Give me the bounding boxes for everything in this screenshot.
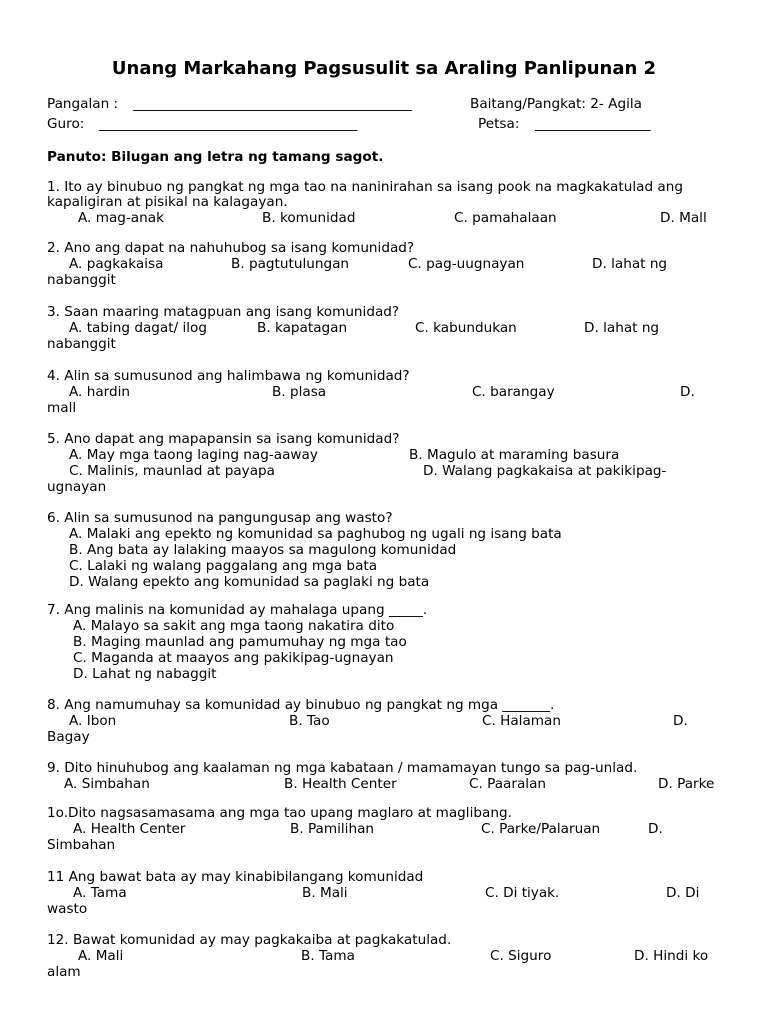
- option-d[interactable]: D. Hindi ko: [634, 948, 709, 964]
- grade-section-label: Baitang/Pangkat: 2- Agila: [470, 96, 642, 112]
- question-11: [47, 869, 737, 918]
- options-row: [47, 210, 737, 226]
- option-a[interactable]: A. Simbahan: [64, 776, 150, 792]
- option-a[interactable]: A. tabing dagat/ ilog: [69, 320, 207, 336]
- option-wrap: mall: [47, 400, 77, 416]
- option-d[interactable]: D. lahat ng: [592, 256, 668, 272]
- option-b[interactable]: B. Maging maunlad ang pamumuhay ng mga tao: [73, 634, 407, 650]
- option-a[interactable]: A. Ibon: [69, 713, 117, 729]
- date-blank: _________________: [535, 116, 651, 132]
- question-stem: 4. Alin sa sumusunod ang halimbawa ng komunidad?: [47, 368, 410, 384]
- exam-title: Unang Markahang Pagsusulit sa Araling Panlipunan 2: [111, 58, 657, 79]
- options-row: [47, 821, 737, 837]
- option-d[interactable]: D. Walang pagkakaisa at pakikipag-: [423, 463, 667, 479]
- option-c[interactable]: C. Paaralan: [469, 776, 547, 792]
- option-c[interactable]: C. pamahalaan: [454, 210, 557, 226]
- question-stem: 12. Bawat komunidad ay may pagkakaiba at pagkakatulad.: [47, 932, 452, 948]
- question-10: [47, 805, 737, 854]
- name-blank: _________________________________________: [133, 96, 412, 112]
- question-3: [47, 304, 737, 353]
- options-row: [47, 256, 737, 272]
- option-wrap: Simbahan: [47, 837, 116, 853]
- option-wrap: ugnayan: [47, 479, 107, 495]
- option-c-row: [47, 650, 737, 666]
- question-12: [47, 932, 737, 981]
- teacher-blank: ______________________________________: [99, 116, 358, 132]
- question-stem: 9. Dito hinuhubog ang kaalaman ng mga kabataan / mamamayan tungo sa pag-unlad.: [47, 760, 638, 776]
- option-c[interactable]: C. kabundukan: [415, 320, 517, 336]
- option-d[interactable]: D. Walang epekto ang komunidad sa paglaki ng bata: [69, 574, 430, 590]
- option-d[interactable]: D.: [673, 713, 688, 729]
- option-c[interactable]: C. Maganda at maayos ang pakikipag-ugnayan: [73, 650, 394, 666]
- option-c[interactable]: C. Lalaki ng walang paggalang ang mga bata: [69, 558, 378, 574]
- option-a[interactable]: A. Health Center: [73, 821, 186, 837]
- option-c[interactable]: C. Parke/Palaruan: [481, 821, 601, 837]
- option-wrap: nabanggit: [47, 272, 116, 288]
- option-b[interactable]: B. Pamilihan: [290, 821, 375, 837]
- question-stem: 6. Alin sa sumusunod na pangungusap ang wasto?: [47, 510, 393, 526]
- option-a[interactable]: A. May mga taong laging nag-aaway: [69, 447, 318, 463]
- options-row: [47, 713, 737, 729]
- question-stem: 5. Ano dapat ang mapapansin sa isang komunidad?: [47, 431, 400, 447]
- option-a[interactable]: A. Tama: [73, 885, 127, 901]
- option-d[interactable]: D. lahat ng: [584, 320, 660, 336]
- option-wrap: alam: [47, 964, 81, 980]
- option-b-row: [47, 542, 737, 558]
- option-b[interactable]: B. Health Center: [284, 776, 397, 792]
- option-a[interactable]: A. Malaki ang epekto ng komunidad sa paghubog ng ugali ng isang bata: [69, 526, 562, 542]
- option-b[interactable]: B. pagtutulungan: [231, 256, 350, 272]
- question-8: [47, 697, 737, 746]
- question-9: [47, 760, 737, 792]
- question-stem: 1o.Dito nagsasamasama ang mga tao upang maglaro at maglibang.: [47, 805, 512, 821]
- question-stem: 3. Saan maaring matagpuan ang isang komunidad?: [47, 304, 400, 320]
- option-wrap: nabanggit: [47, 336, 116, 352]
- options-row: [47, 885, 737, 901]
- option-d[interactable]: D. Parke: [658, 776, 715, 792]
- question-6: [47, 510, 737, 590]
- option-d-row: [47, 666, 737, 682]
- option-b[interactable]: B. Tama: [301, 948, 355, 964]
- option-b[interactable]: B. Ang bata ay lalaking maayos sa magulong komunidad: [69, 542, 457, 558]
- options-row-1: [47, 447, 737, 463]
- option-a-row: [47, 618, 737, 634]
- option-a[interactable]: A. Malayo sa sakit ang mga taong nakatira dito: [73, 618, 395, 634]
- instructions: Panuto: Bilugan ang letra ng tamang sagot.: [47, 149, 384, 165]
- option-a[interactable]: A. hardin: [69, 384, 131, 400]
- option-c-row: [47, 558, 737, 574]
- option-b[interactable]: B. Magulo at maraming basura: [409, 447, 620, 463]
- question-1: [47, 180, 737, 226]
- option-c[interactable]: C. pag-uugnayan: [408, 256, 525, 272]
- name-label: Pangalan :: [47, 96, 119, 112]
- option-b[interactable]: B. plasa: [272, 384, 327, 400]
- question-4: [47, 368, 737, 417]
- option-c[interactable]: C. Halaman: [482, 713, 561, 729]
- option-c[interactable]: C. Di tiyak.: [485, 885, 560, 901]
- option-d[interactable]: D. Lahat ng nabaggit: [73, 666, 217, 682]
- option-d[interactable]: D. Mall: [660, 210, 707, 226]
- option-wrap: Bagay: [47, 729, 90, 745]
- teacher-label: Guro:: [47, 116, 85, 132]
- option-d[interactable]: D.: [648, 821, 663, 837]
- options-row: [47, 384, 737, 400]
- option-a[interactable]: A. Mali: [78, 948, 124, 964]
- options-row-2: [47, 463, 737, 479]
- question-2: [47, 240, 737, 289]
- question-7: [47, 602, 737, 682]
- option-b[interactable]: B. Tao: [289, 713, 330, 729]
- option-b-row: [47, 634, 737, 650]
- question-stem: 11 Ang bawat bata ay may kinabibilangang komunidad: [47, 869, 424, 885]
- option-b[interactable]: B. Mali: [302, 885, 348, 901]
- options-row: [47, 776, 737, 792]
- question-stem: 7. Ang malinis na komunidad ay mahalaga upang _____.: [47, 602, 428, 618]
- option-d[interactable]: D. Di: [666, 885, 700, 901]
- option-d[interactable]: D.: [680, 384, 695, 400]
- option-c[interactable]: C. Siguro: [490, 948, 552, 964]
- question-stem: 2. Ano ang dapat na nahuhubog sa isang komunidad?: [47, 240, 415, 256]
- option-a[interactable]: A. pagkakaisa: [69, 256, 164, 272]
- option-b[interactable]: B. komunidad: [262, 210, 356, 226]
- options-row: [47, 320, 737, 336]
- options-row: [47, 948, 737, 964]
- question-stem: 8. Ang namumuhay sa komunidad ay binubuo ng pangkat ng mga _______.: [47, 697, 555, 713]
- option-c[interactable]: C. Malinis, maunlad at payapa: [69, 463, 275, 479]
- question-stem: 1. Ito ay binubuo ng pangkat ng mga tao na naninirahan sa isang pook na magkakatulad ang kapaligiran at pisikal na kalagayan.: [47, 179, 683, 210]
- option-a-row: [47, 526, 737, 542]
- date-label: Petsa:: [478, 116, 520, 132]
- option-wrap: wasto: [47, 901, 88, 917]
- option-c[interactable]: C. barangay: [472, 384, 555, 400]
- option-d-row: [47, 574, 737, 590]
- option-a[interactable]: A. mag-anak: [78, 210, 164, 226]
- option-b[interactable]: B. kapatagan: [257, 320, 348, 336]
- question-5: [47, 431, 737, 496]
